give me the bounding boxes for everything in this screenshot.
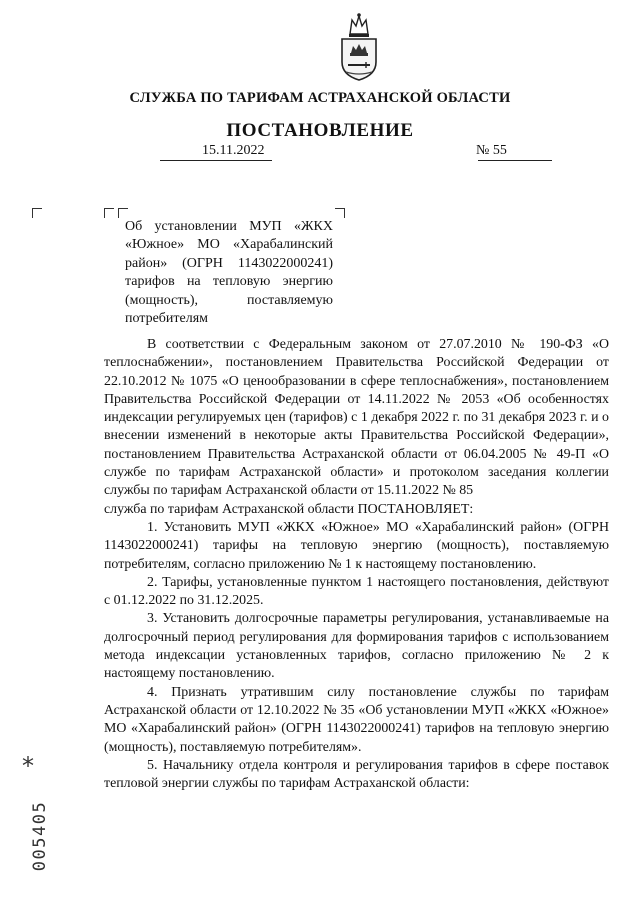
item-paragraph: 2. Тарифы, установленные пунктом 1 настоящего постановления, действуют с 01.12.2022 по 31.12.2025. — [104, 574, 609, 609]
document-body — [104, 336, 609, 793]
document-type: ПОСТАНОВЛЕНИЕ — [226, 120, 414, 141]
margin-asterisk: * — [22, 752, 34, 780]
coat-of-arms-icon — [336, 12, 382, 82]
subject-bracket-right — [335, 208, 345, 218]
resolution-line: служба по тарифам Астраханской области ПОСТАНОВЛЯЕТ: — [104, 501, 474, 517]
item-paragraph: 1. Установить МУП «ЖКХ «Южное» МО «Харабалинский район» (ОГРН 1143022000241) тарифы на тепловую энергию (мощность), поставляемую потребителям, согласно приложению № 1 к настоящему постановлению. — [104, 519, 609, 572]
margin-registration-code — [20, 788, 60, 888]
document-date: 15.11.2022 — [202, 143, 265, 158]
subject-bracket-left-outer — [104, 208, 114, 218]
margin-code-text: 005405 — [30, 800, 50, 872]
left-margin-bracket — [32, 208, 42, 218]
date-underline — [160, 160, 272, 161]
document-subject: Об установлении МУП «ЖКХ «Южное» МО «Харабалинский район» (ОГРН 1143022000241) тарифов на тепловую энергию (мощность), поставляемую потребителям — [125, 219, 333, 327]
item-paragraph: 5. Начальнику отдела контроля и регулирования тарифов в сфере поставок тепловой энергии службы по тарифам Астраханской области: — [104, 757, 609, 792]
item-paragraph: 4. Признать утратившим силу постановление службы по тарифам Астраханской области от 12.10.2022 № 35 «Об установлении МУП «ЖКХ «Южное» МО «Харабалинский район» (ОГРН 1143022000241) тарифов на тепловую энергию (мощность), поставляемую потребителям». — [104, 684, 609, 755]
item-paragraph: 3. Установить долгосрочные параметры регулирования, устанавливаемые на долгосрочный период регулирования для формирования тарифов с использованием метода индексации установленных тарифов, согласно приложению № 2 к настоящему постановлению. — [104, 611, 609, 682]
document-number: № 55 — [476, 143, 507, 158]
agency-name: СЛУЖБА ПО ТАРИФАМ АСТРАХАНСКОЙ ОБЛАСТИ — [129, 90, 511, 106]
preamble-paragraph: В соответствии с Федеральным законом от 27.07.2010 № 190-ФЗ «О теплоснабжении», постановлением Правительства Российской Федерации от 22.10.2012 № 1075 «О ценообразовании в сфере теплоснабжения», постановлением Правительства Российской Федерации от 14.11.2022 № 2053 «Об особенностях индексации регулируемых цен (тарифов) с 1 декабря 2022 г. по 31 декабря 2023 г. и о внесении изменений в некоторые акты Правительства Российской Федерации», постановлением Правительства Астраханской области от 06.04.2005 № 49-П «О службе по тарифам Астраханской области» и протоколом заседания коллегии службы по тарифам Астраханской области от 15.11.2022 № 85 — [104, 337, 609, 499]
subject-bracket-left-inner — [118, 208, 128, 218]
number-underline — [478, 160, 552, 161]
